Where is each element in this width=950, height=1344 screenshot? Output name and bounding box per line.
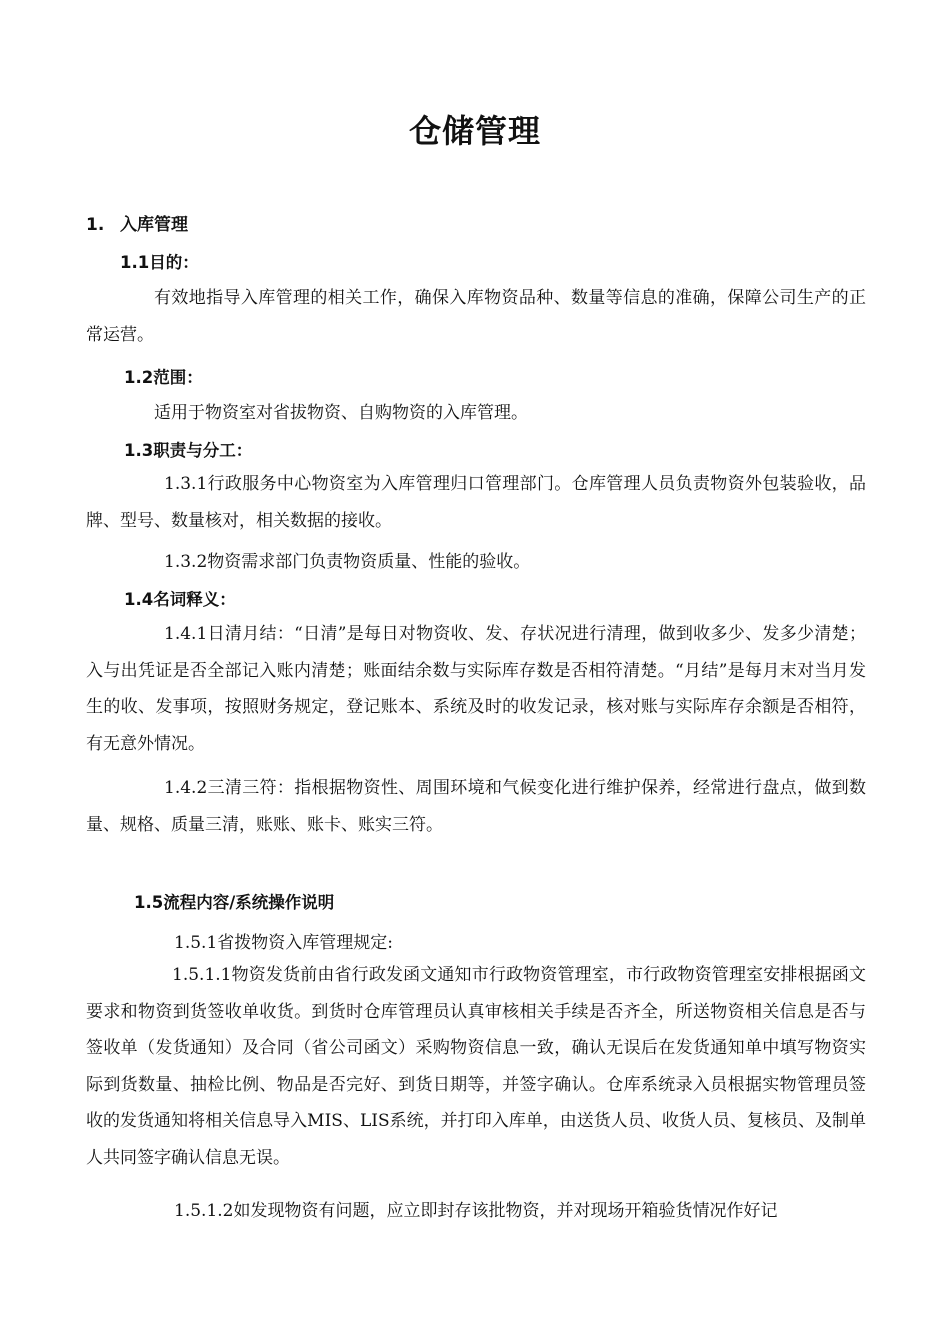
paragraph-1-1: 有效地指导入库管理的相关工作，确保入库物资品种、数量等信息的准确，保障公司生产的正常运营。 — [86, 288, 866, 345]
subsection-heading-1-3: 1.3职责与分工： — [124, 441, 253, 460]
paragraph-1-4-1: 1.4.1日清月结：“日清”是每日对物资收、发、存状况进行清理，做到收多少、发多少清楚；入与出凭证是否全部记入账内清楚；账面结余数与实际库存数是否相符清楚。“月结”是每月末对当月发生的收、发事项，按照财务规定，登记账本、系统及时的收发记录，核对账与实际库存余额是否相符，有无意外情况。 — [86, 624, 866, 754]
subsection-heading-1-2: 1.2范围： — [124, 368, 203, 387]
subsection-heading-1-5: 1.5流程内容/系统操作说明 — [134, 893, 335, 912]
paragraph-1-5-1-2: 1.5.1.2如发现物资有问题，应立即封存该批物资，并对现场开箱验货情况作好记 — [174, 1201, 778, 1221]
subsubsection-heading-1-5-1: 1.5.1省拨物资入库管理规定: — [174, 933, 393, 953]
section-heading-1 — [86, 210, 188, 235]
subsection-heading-1-4: 1.4名词释义： — [124, 590, 236, 609]
paragraph-1-4-2: 1.4.2三清三符：指根据物资性、周围环境和气候变化进行维护保养，经常进行盘点，做到数量、规格、质量三清，账账、账卡、账实三符。 — [86, 778, 866, 835]
section-number: 1. — [86, 215, 105, 235]
paragraph-1-3-2: 1.3.2物资需求部门负责物资质量、性能的验收。 — [164, 552, 531, 572]
subsection-heading-1-1: 1.1目的： — [120, 253, 199, 272]
paragraph-1-5-1-1: 1.5.1.1物资发货前由省行政发函文通知市行政物资管理室，市行政物资管理室安排根据函文要求和物资到货签收单收货。到货时仓库管理员认真审核相关手续是否齐全，所送物资相关信息是否与签收单（发货通知）及合同（省公司函文）采购物资信息一致，确认无误后在发货通知单中填写物资实际到货数量、抽检比例、物品是否完好、到货日期等，并签字确认。仓库系统录入员根据实物管理员签收的发货通知将相关信息导入MIS、LIS系统，并打印入库单，由送货人员、收货人员、复核员、及制单人共同签字确认信息无误。 — [86, 965, 866, 1168]
paragraph-1-2: 适用于物资室对省拔物资、自购物资的入库管理。 — [154, 403, 528, 423]
paragraph-1-3-1: 1.3.1行政服务中心物资室为入库管理归口管理部门。仓库管理人员负责物资外包装验收，品牌、型号、数量核对，相关数据的接收。 — [86, 474, 866, 531]
section-title: 入库管理 — [120, 215, 188, 235]
document-title: 仓储管理 — [408, 112, 541, 150]
